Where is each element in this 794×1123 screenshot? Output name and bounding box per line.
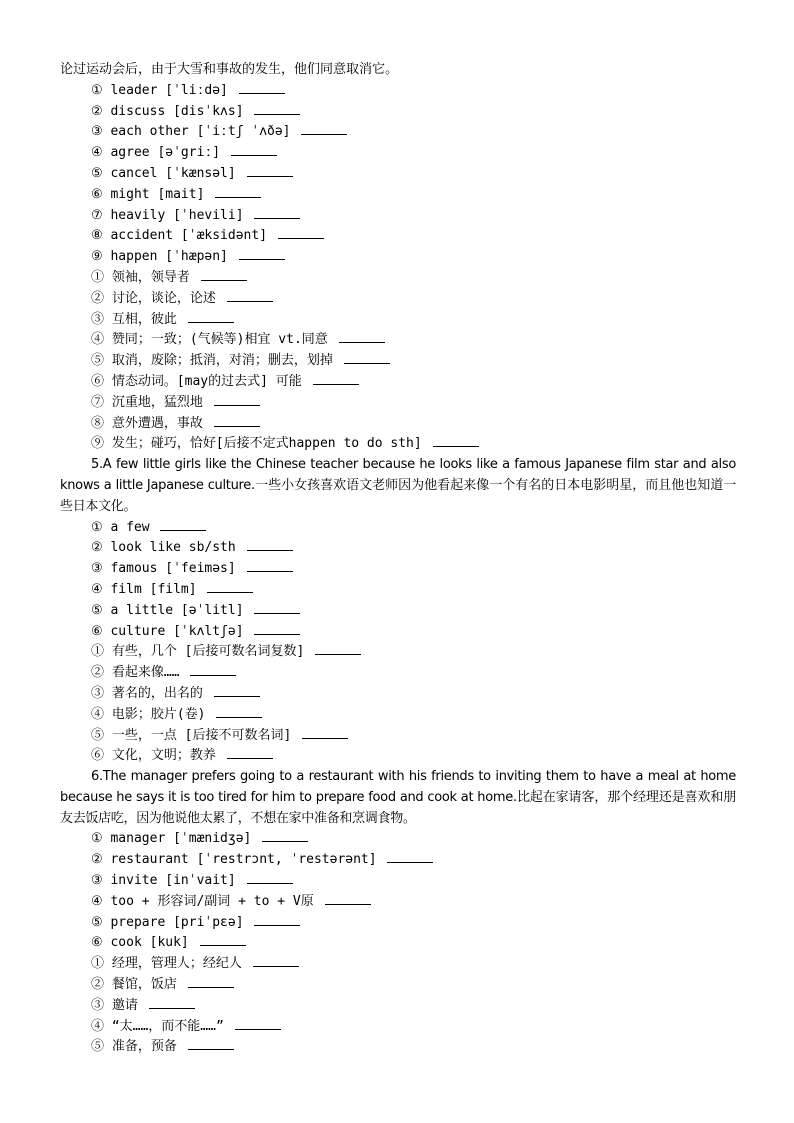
list-item <box>60 850 736 871</box>
list-item <box>60 829 736 850</box>
answer-blank[interactable] <box>247 559 293 572</box>
list-item <box>60 933 736 954</box>
item-text: ⑦ heavily [ˈhevili] <box>91 207 244 223</box>
item-text: ② discuss [disˈkʌs] <box>91 103 244 119</box>
item-text: ⑥ 情态动词。[may的过去式] 可能 <box>91 373 302 389</box>
item-text: ⑨ happen [ˈhæpən] <box>91 249 228 265</box>
item-text: ④ 电影；胶片(卷) <box>91 706 206 722</box>
list-item <box>60 559 736 580</box>
item-text: ⑥ might [mait] <box>91 186 205 202</box>
list-item <box>60 247 736 268</box>
list-item <box>60 913 736 934</box>
answer-blank[interactable] <box>315 642 361 655</box>
answer-blank[interactable] <box>149 996 195 1009</box>
answer-blank[interactable] <box>344 351 390 364</box>
list-item <box>60 122 736 143</box>
answer-blank[interactable] <box>201 268 247 281</box>
list-item <box>60 996 736 1017</box>
list-item <box>60 746 736 767</box>
list-item <box>60 975 736 996</box>
item-text: ⑥ 文化，文明；教养 <box>91 748 216 764</box>
item-text: ① 有些，几个 [后接可数名词复数] <box>91 644 305 660</box>
list-item <box>60 705 736 726</box>
list-item <box>60 726 736 747</box>
item-text: ② 看起来像…… <box>91 665 180 681</box>
list-item <box>60 642 736 663</box>
item-text: ⑤ a little [əˈlitl] <box>91 602 244 618</box>
item-text: ③ famous [ˈfeiməs] <box>91 561 236 577</box>
item-text: ⑤ cancel [ˈkænsəl] <box>91 165 236 181</box>
item-text: ④ too + 形容词/副词 + to + V原 <box>91 893 314 909</box>
sentence-text: 6.The manager prefers going to a restaurant with his friends to inviting them to have a meal at home because he says it is too tired for him to prepare food and cook at home.比起在家请客，那个经理还是喜欢和朋友去饭店吃，因为他说他太累了，不想在家中准备和烹调食物。 <box>60 769 736 826</box>
list-item <box>60 1017 736 1038</box>
list-item <box>60 434 736 455</box>
item-text: ⑤ prepare [priˈpɛə] <box>91 914 244 930</box>
answer-blank[interactable] <box>160 518 206 531</box>
item-text: ① manager [ˈmænidʒə] <box>91 831 252 847</box>
list-item <box>60 330 736 351</box>
section6-meaning-list <box>60 954 736 1058</box>
list-item <box>60 954 736 975</box>
answer-blank[interactable] <box>227 289 273 302</box>
item-text: ④ agree [əˈgriː] <box>91 145 221 161</box>
list-item <box>60 892 736 913</box>
item-text: ⑤ 一些，一点 [后接不可数名词] <box>91 727 292 743</box>
list-item <box>60 518 736 539</box>
answer-blank[interactable] <box>254 206 300 219</box>
intro-line: 论过运动会后，由于大雪和事故的发生，他们同意取消它。 <box>60 62 399 77</box>
answer-blank[interactable] <box>235 1017 281 1030</box>
answer-blank[interactable] <box>239 81 285 94</box>
list-item <box>60 601 736 622</box>
item-text: ① 领袖，领导者 <box>91 269 190 285</box>
answer-blank[interactable] <box>239 247 285 260</box>
list-item <box>60 226 736 247</box>
answer-blank[interactable] <box>433 434 479 447</box>
item-text: ② 餐馆，饭店 <box>91 977 177 993</box>
list-item <box>60 310 736 331</box>
list-item <box>60 1037 736 1058</box>
item-text: ⑤ 准备，预备 <box>91 1039 177 1055</box>
answer-blank[interactable] <box>254 913 300 926</box>
list-item <box>60 414 736 435</box>
item-text: ③ each other [ˈiːtʃ ˈʌðə] <box>91 124 291 140</box>
list-item <box>60 185 736 206</box>
answer-blank[interactable] <box>231 143 277 156</box>
item-text: ① 经理，管理人；经纪人 <box>91 956 242 972</box>
section5-meaning-list <box>60 642 736 767</box>
answer-blank[interactable] <box>200 933 246 946</box>
answer-blank[interactable] <box>214 393 260 406</box>
list-item <box>60 206 736 227</box>
item-text: ④ 赞同；一致；(气候等)相宜 vt.同意 <box>91 332 328 348</box>
item-text: ① leader [ˈliːdə] <box>91 82 228 98</box>
item-text: ③ 互相，彼此 <box>91 311 177 327</box>
item-text: ③ 著名的，出名的 <box>91 685 203 701</box>
answer-blank[interactable] <box>247 538 293 551</box>
answer-blank[interactable] <box>214 684 260 697</box>
answer-blank[interactable] <box>302 726 348 739</box>
answer-blank[interactable] <box>301 122 347 135</box>
answer-blank[interactable] <box>247 871 293 884</box>
list-item <box>60 164 736 185</box>
list-item <box>60 351 736 372</box>
list-item <box>60 81 736 102</box>
item-text: ⑦ 沉重地，猛烈地 <box>91 394 203 410</box>
item-text: ③ invite [inˈvait] <box>91 873 236 889</box>
answer-blank[interactable] <box>254 622 300 635</box>
answer-blank[interactable] <box>216 705 262 718</box>
answer-blank[interactable] <box>339 330 385 343</box>
answer-blank[interactable] <box>247 164 293 177</box>
answer-blank[interactable] <box>188 310 234 323</box>
list-item <box>60 143 736 164</box>
list-item <box>60 538 736 559</box>
answer-blank[interactable] <box>253 954 299 967</box>
answer-blank[interactable] <box>262 829 308 842</box>
answer-blank[interactable] <box>214 414 260 427</box>
document-page <box>60 60 736 1058</box>
item-text: ⑤ 取消，废除；抵消，对消；删去，划掉 <box>91 353 333 369</box>
list-item <box>60 871 736 892</box>
sentence-text: 5.A few little girls like the Chinese teacher because he looks like a famous Japanese film star and also knows a little Japanese culture.一些小女孩喜欢语文老师因为他看起来像一个有名的日本电影明星，而且他也知道一些日本文化。 <box>60 457 736 514</box>
answer-blank[interactable] <box>190 663 236 676</box>
item-text: ③ 邀请 <box>91 997 138 1013</box>
answer-blank[interactable] <box>227 746 273 759</box>
answer-blank[interactable] <box>278 226 324 239</box>
item-text: ⑥ culture [ˈkʌltʃə] <box>91 623 244 639</box>
item-text: ⑥ cook [kuk] <box>91 935 189 951</box>
answer-blank[interactable] <box>313 372 359 385</box>
item-text: ④ film [film] <box>91 581 197 597</box>
answer-blank[interactable] <box>325 892 371 905</box>
item-text: ② 讨论，谈论，论述 <box>91 290 216 306</box>
item-text: ④ “太……，而不能……” <box>91 1018 224 1034</box>
list-item <box>60 289 736 310</box>
answer-blank[interactable] <box>188 975 234 988</box>
list-item <box>60 684 736 705</box>
section4-meaning-list <box>60 268 736 455</box>
item-text: ① a few <box>91 519 150 535</box>
list-item <box>60 268 736 289</box>
section6-word-list <box>60 829 736 954</box>
answer-blank[interactable] <box>207 580 253 593</box>
answer-blank[interactable] <box>215 185 261 198</box>
section4-word-list <box>60 81 736 268</box>
list-item <box>60 622 736 643</box>
answer-blank[interactable] <box>188 1037 234 1050</box>
list-item <box>60 372 736 393</box>
answer-blank[interactable] <box>254 601 300 614</box>
answer-blank[interactable] <box>254 102 300 115</box>
item-text: ⑧ 意外遭遇，事故 <box>91 415 203 431</box>
item-text: ② look like sb/sth <box>91 540 236 556</box>
item-text: ② restaurant [ˈrestrɔnt, ˈrestərənt] <box>91 852 377 868</box>
item-text: ⑧ accident [ˈæksidənt] <box>91 228 268 244</box>
item-text: ⑨ 发生；碰巧，恰好[后接不定式happen to do sth] <box>91 436 422 452</box>
list-item <box>60 102 736 123</box>
section5-word-list <box>60 518 736 643</box>
list-item <box>60 663 736 684</box>
list-item <box>60 580 736 601</box>
list-item <box>60 393 736 414</box>
section6-sentence <box>60 767 736 829</box>
answer-blank[interactable] <box>387 850 433 863</box>
section5-sentence <box>60 455 736 517</box>
